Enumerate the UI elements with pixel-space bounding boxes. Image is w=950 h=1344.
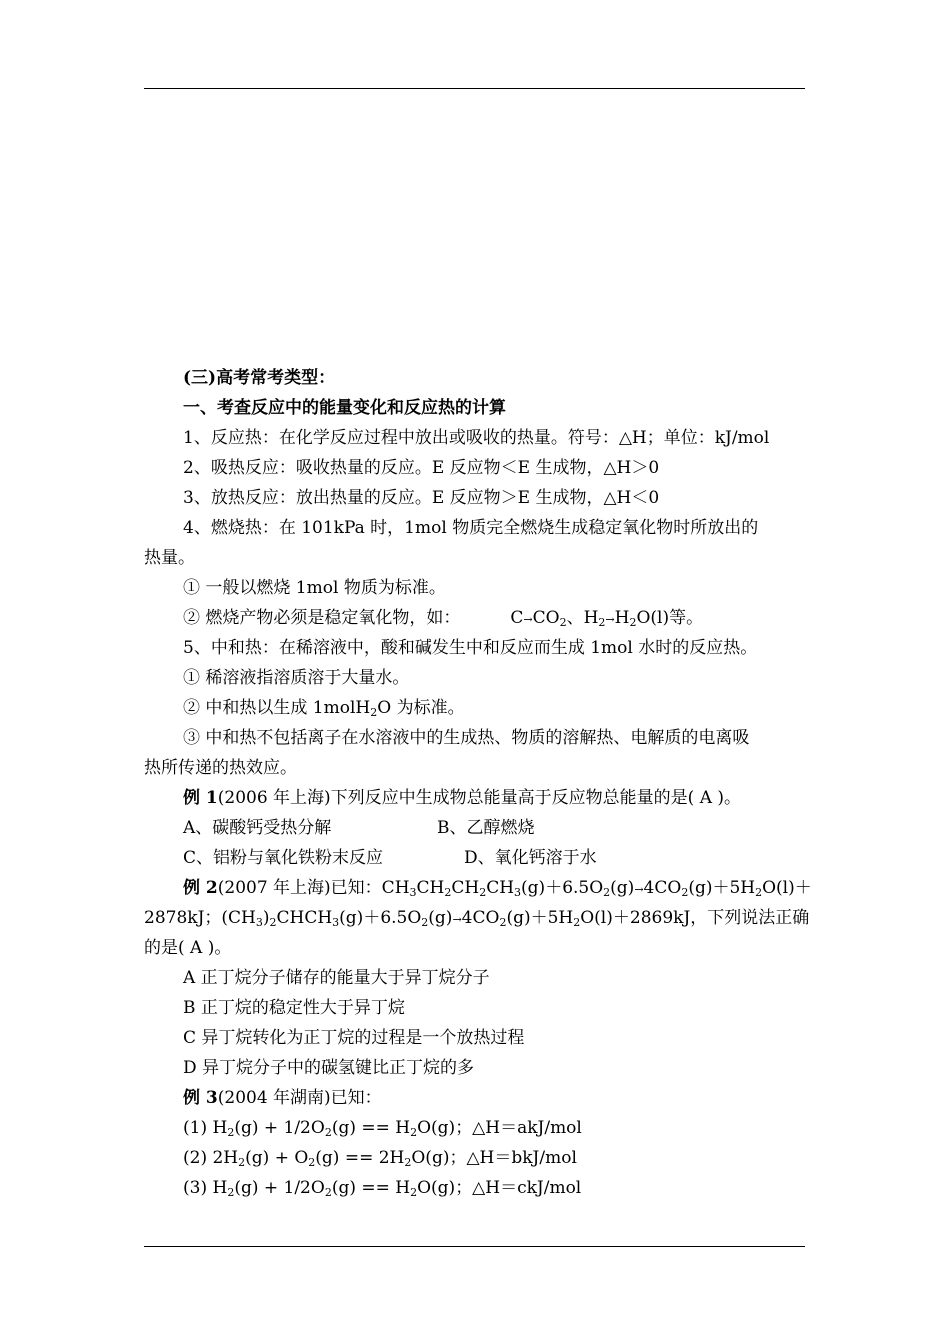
example-2-stem: 例 2(2007 年上海)已知：$CH_3CH_2CH_2CH_3(g)+6.5O_2(g)\to 4CO_2(g)+5H_2O(l)+$: [183, 878, 812, 899]
example-2-stem-end: 的是( A )。: [144, 938, 232, 958]
combustion-note-1: ① 一般以燃烧 1mol 物质为标准。: [183, 578, 446, 598]
document-body: [144, 363, 814, 1203]
header-rule: [144, 88, 805, 89]
example-1-stem: 例 1(2006 年上海)下列反应中生成物总能量高于反应物总能量的是( A )。: [183, 788, 742, 808]
neutralization-note-1: ① 稀溶液指溶质溶于大量水。: [183, 668, 410, 688]
part-heading: 一、考查反应中的能量变化和反应热的计算: [183, 398, 506, 418]
example-1-options-ab: A、碳酸钙受热分解 B、乙醇燃烧: [183, 818, 535, 838]
example-2-option-d: D 异丁烷分子中的碳氢键比正丁烷的多: [183, 1058, 475, 1078]
definition-neutralization-heat: 5、中和热：在稀溶液中，酸和碱发生中和反应而生成 1mol 水时的反应热。: [183, 638, 758, 658]
example-3-equation-2: (2) $2H_2(g) + O_2(g) == 2H_2O(g)$；△H＝bkJ/mol: [183, 1148, 577, 1169]
footer-rule: [144, 1246, 805, 1247]
neutralization-note-2: ② 中和热以生成 1molH$_2$O 为标准。: [183, 698, 465, 719]
example-2-option-a: A 正丁烷分子储存的能量大于异丁烷分子: [183, 968, 490, 988]
example-1-options-cd: C、铝粉与氧化铁粉末反应 D、氧化钙溶于水: [183, 848, 597, 868]
section-heading: (三)高考常考类型：: [183, 368, 336, 388]
example-2-option-c: C 异丁烷转化为正丁烷的过程是一个放热过程: [183, 1028, 525, 1048]
example-3-equation-3: (3) $H_2(g) + 1/2O_2(g) == H_2O(g)$；△H＝ckJ/mol: [183, 1178, 582, 1199]
example-2-stem-cont: 2878kJ；$(CH_3)_2CHCH_3(g)+6.5O_2(g)\to 4CO_2(g)+5H_2O(l)+2869kJ$，下列说法正确: [144, 908, 810, 929]
example-3-equation-1: (1) $H_2(g) + 1/2O_2(g) == H_2O(g)$；△H＝akJ/mol: [183, 1118, 582, 1139]
neutralization-note-3-cont: 热所传递的热效应。: [144, 758, 297, 778]
example-2-option-b: B 正丁烷的稳定性大于异丁烷: [183, 998, 405, 1018]
definition-reaction-heat: 1、反应热：在化学反应过程中放出或吸收的热量。符号：△H；单位：kJ/mol: [183, 428, 770, 448]
example-3-stem: 例 3(2004 年湖南)已知：: [183, 1088, 382, 1108]
definition-combustion-heat-cont: 热量。: [144, 548, 195, 568]
definition-exothermic: 3、放热反应：放出热量的反应。E 反应物＞E 生成物，△H＜0: [183, 488, 660, 508]
definition-combustion-heat: 4、燃烧热：在 101kPa 时，1mol 物质完全燃烧生成稳定氧化物时所放出的: [183, 518, 759, 538]
combustion-note-2: ② 燃烧产物必须是稳定氧化物，如： $C\to CO_2$、$H_2\to H_2O(l)$等。: [183, 608, 704, 629]
definition-endothermic: 2、吸热反应：吸收热量的反应。E 反应物＜E 生成物，△H＞0: [183, 458, 660, 478]
neutralization-note-3: ③ 中和热不包括离子在水溶液中的生成热、物质的溶解热、电解质的电离吸: [183, 728, 750, 748]
